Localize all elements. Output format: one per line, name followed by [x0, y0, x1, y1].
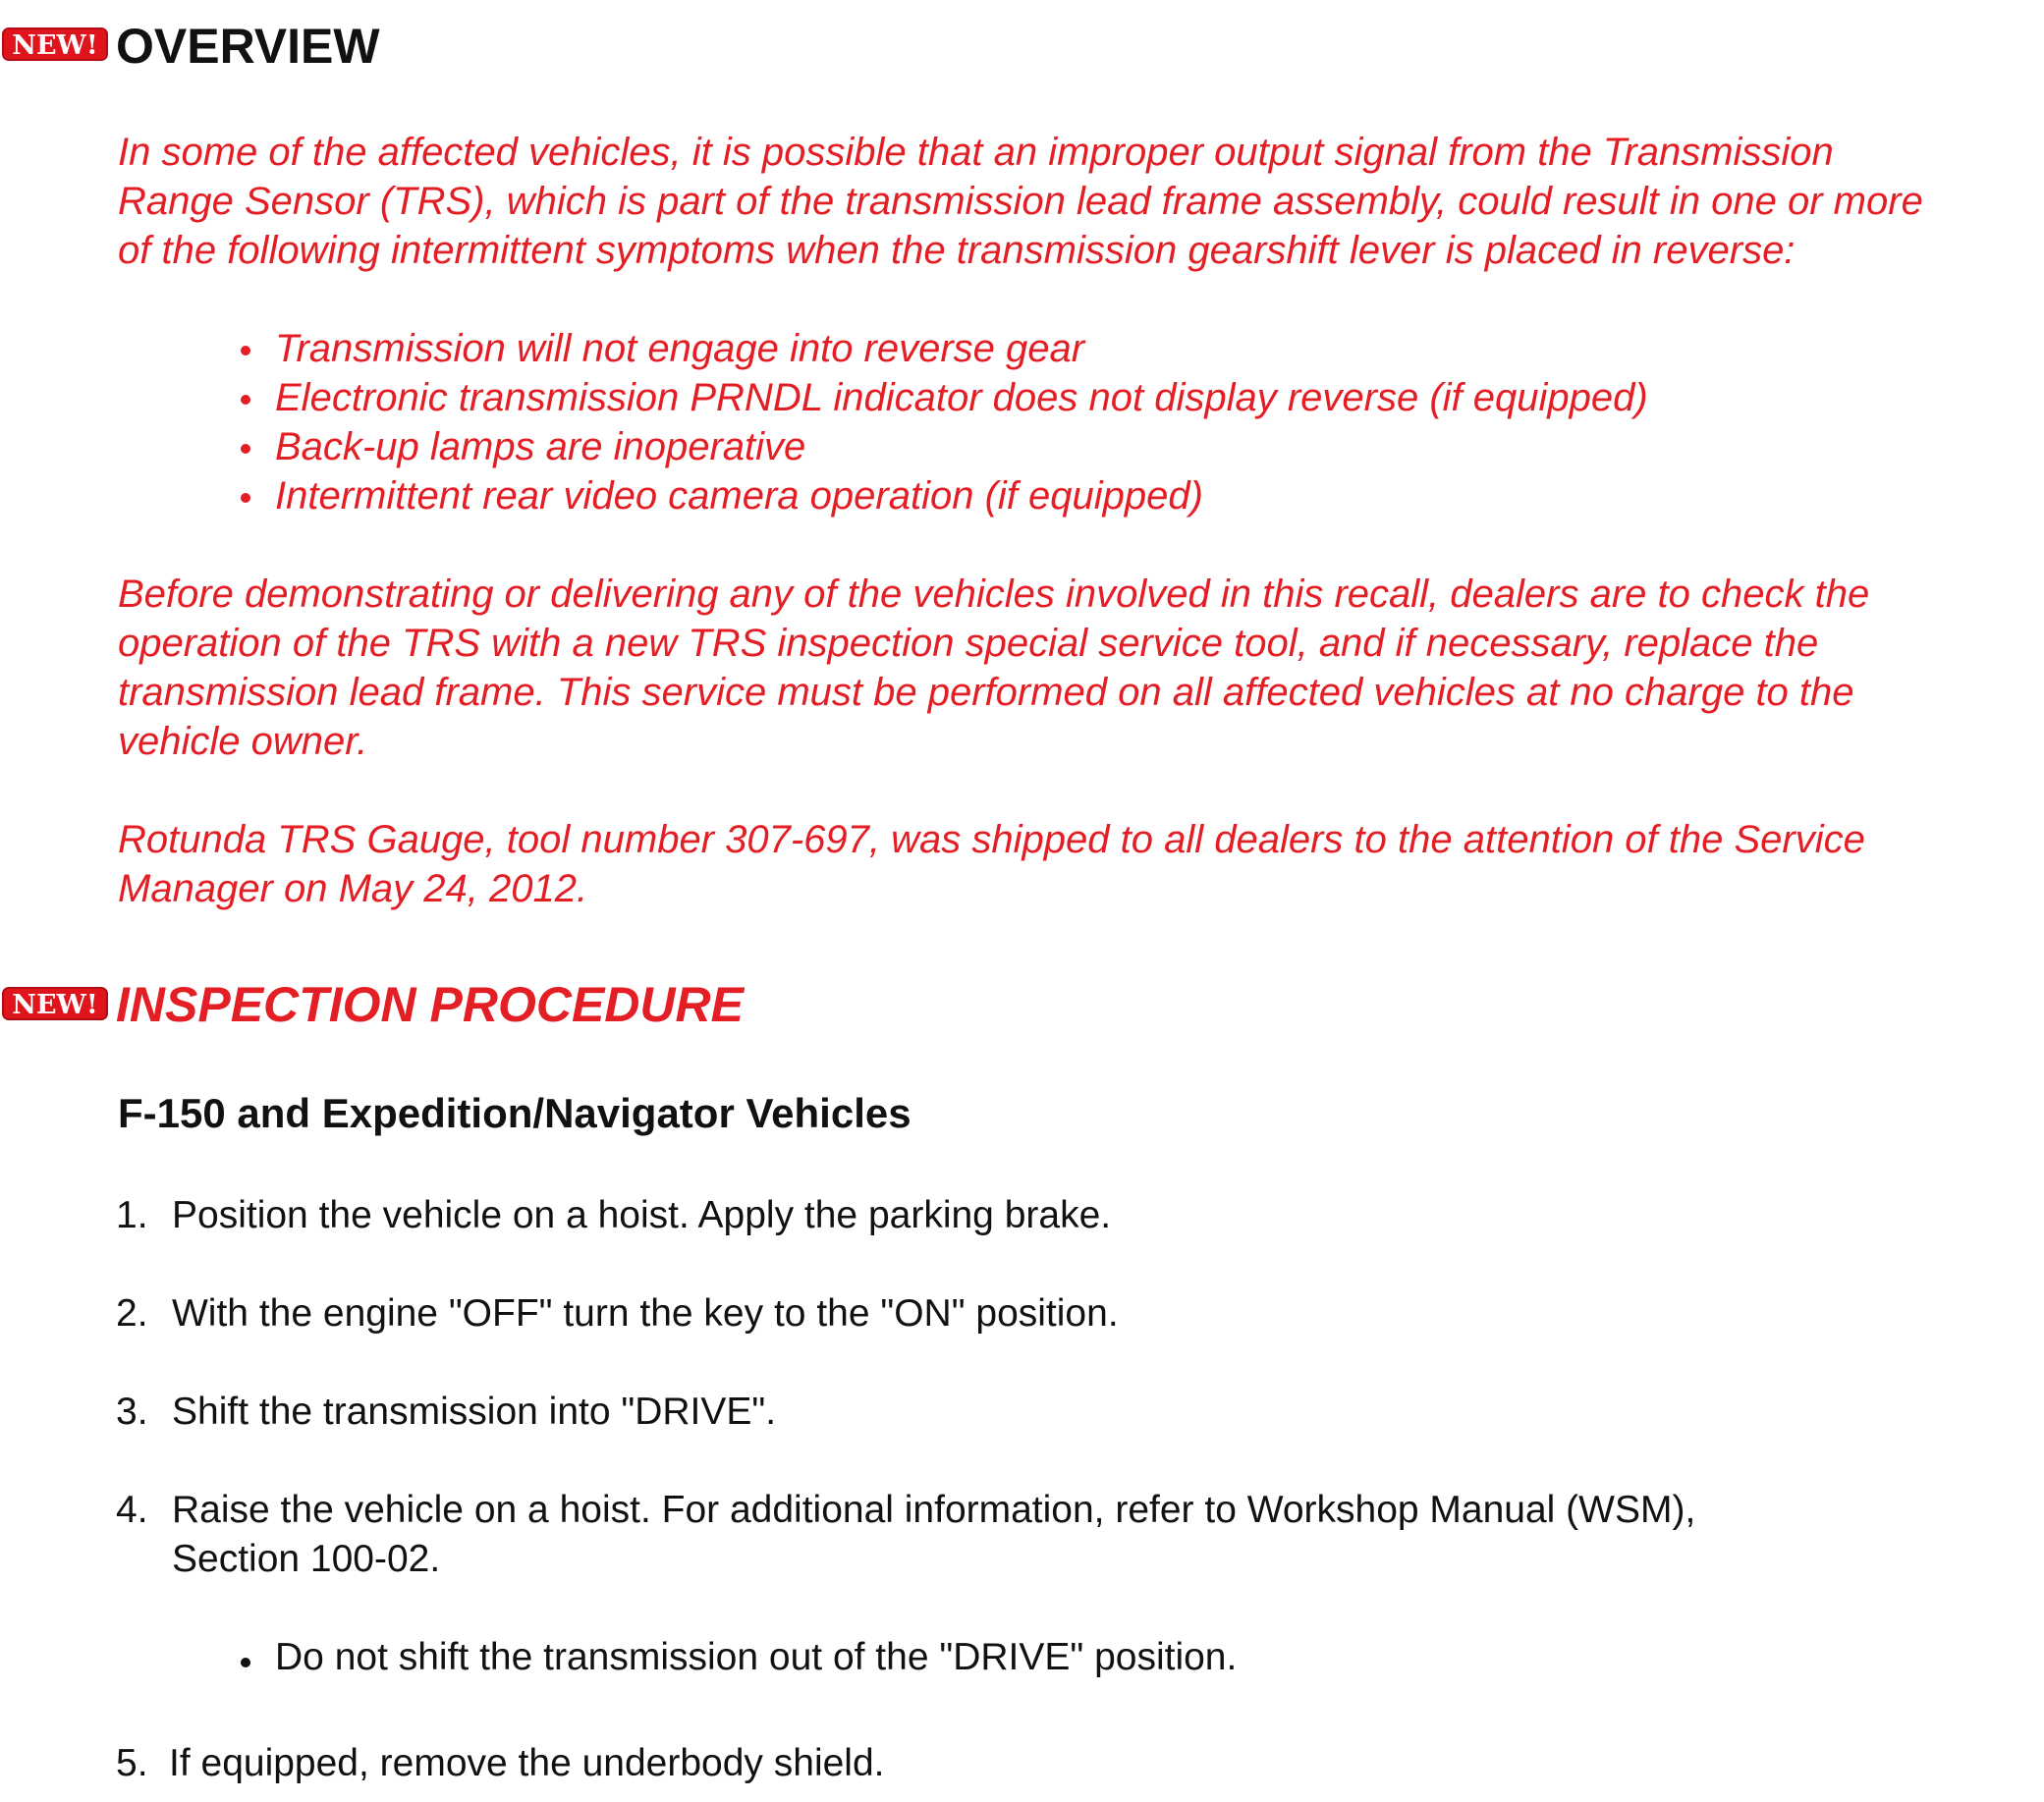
symptom-item: Transmission will not engage into reverse gear — [275, 327, 1085, 370]
step-text: With the engine "OFF" turn the key to the "ON" position. — [172, 1292, 1119, 1335]
overview-para1-line2: Range Sensor (TRS), which is part of the transmission lead frame assembly, could result in one or more — [118, 180, 1923, 223]
new-badge-overview: NEW! — [2, 27, 108, 61]
overview-para3-line2: Manager on May 24, 2012. — [118, 867, 588, 910]
symptom-item: Electronic transmission PRNDL indicator does not display reverse (if equipped) — [275, 376, 1648, 419]
vehicle-subheading: F-150 and Expedition/Navigator Vehicles — [118, 1090, 912, 1136]
step-text: Raise the vehicle on a hoist. For additional information, refer to Workshop Manual (WSM), — [172, 1489, 1696, 1531]
overview-para2-line3: transmission lead frame. This service must be performed on all affected vehicles at no charge to the — [118, 671, 1854, 714]
overview-para2-line2: operation of the TRS with a new TRS inspection special service tool, and if necessary, replace the — [118, 622, 1819, 665]
new-badge-inspection: NEW! — [2, 987, 108, 1020]
bullet-icon — [241, 395, 250, 405]
step-text: If equipped, remove the underbody shield. — [169, 1742, 885, 1784]
bullet-icon — [241, 493, 250, 503]
symptom-item: Back-up lamps are inoperative — [275, 425, 806, 468]
overview-para1-line1: In some of the affected vehicles, it is possible that an improper output signal from the Transmission — [118, 131, 1834, 174]
step-number: 4. — [116, 1489, 148, 1531]
step-number: 5. — [116, 1742, 148, 1784]
overview-para2-line1: Before demonstrating or delivering any of the vehicles involved in this recall, dealers are to check the — [118, 573, 1870, 616]
symptom-item: Intermittent rear video camera operation (if equipped) — [275, 474, 1203, 518]
step-text: Position the vehicle on a hoist. Apply the parking brake. — [172, 1194, 1112, 1236]
bullet-icon — [241, 346, 250, 355]
step-number: 2. — [116, 1292, 148, 1335]
overview-para3-line1: Rotunda TRS Gauge, tool number 307-697, was shipped to all dealers to the attention of the Service — [118, 818, 1865, 861]
step-text-continued: Section 100-02. — [172, 1538, 441, 1580]
overview-para1-line3: of the following intermittent symptoms when the transmission gearshift lever is placed in reverse: — [118, 229, 1795, 272]
step4-note: Do not shift the transmission out of the "DRIVE" position. — [275, 1636, 1238, 1678]
inspection-heading: INSPECTION PROCEDURE — [116, 977, 744, 1032]
step-number: 1. — [116, 1194, 148, 1236]
overview-para2-line4: vehicle owner. — [118, 720, 368, 763]
step-number: 3. — [116, 1391, 148, 1433]
bullet-icon — [241, 1658, 250, 1667]
bullet-icon — [241, 444, 250, 454]
overview-heading: OVERVIEW — [116, 19, 380, 74]
step-text: Shift the transmission into "DRIVE". — [172, 1391, 777, 1433]
